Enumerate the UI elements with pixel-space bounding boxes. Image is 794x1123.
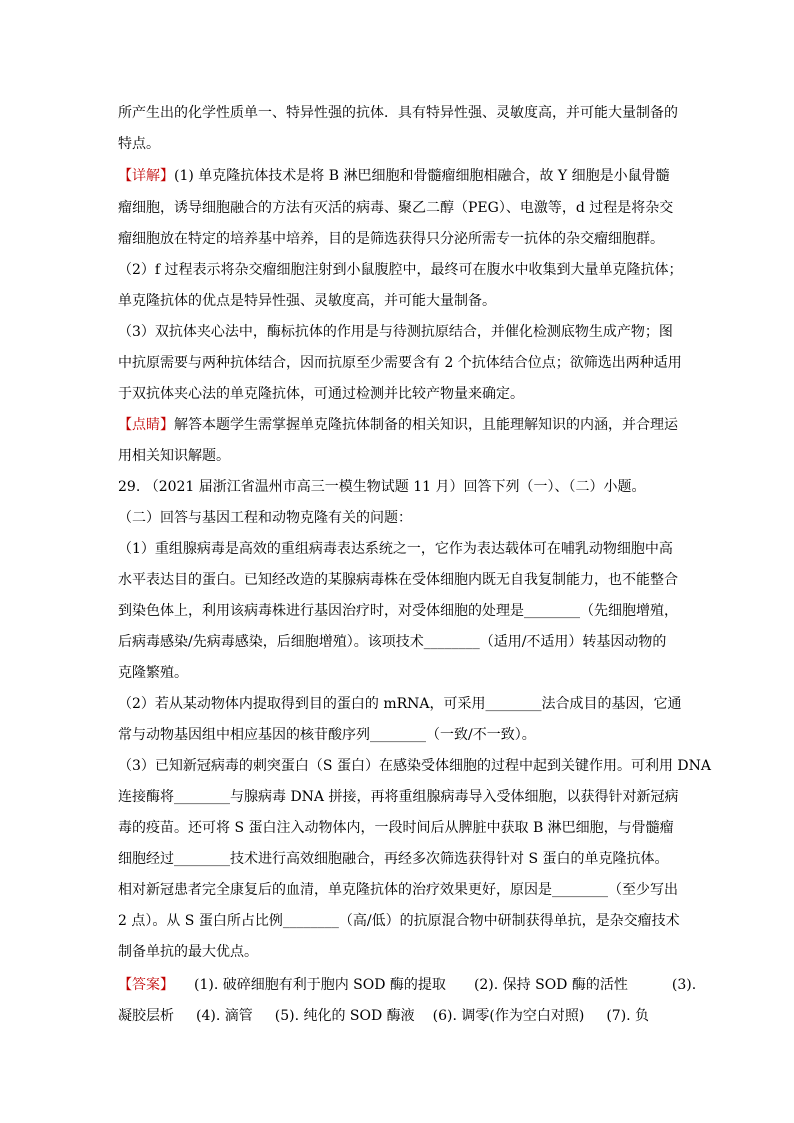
comment-tag: 【点睛】 <box>118 417 174 433</box>
question-line: 常与动物基因组中相应基因的核苷酸序列________（一致/不一致）。 <box>118 727 536 743</box>
detail-tag: 【详解】 <box>118 168 174 184</box>
detail-line: 于双抗体夹心法的单克隆抗体，可通过检测并比较产物量来确定。 <box>118 386 524 402</box>
answer-item: (2). 保持 SOD 酶的活性 <box>473 977 628 993</box>
question-line: 后病毒感染/先病毒感染，后细胞增殖）。该项技术________（适用/不适用）转基因动物的 <box>118 634 667 650</box>
question-line: 细胞经过________技术进行高效细胞融合，再经多次筛选获得针对 S 蛋白的单克隆抗体。 <box>118 851 669 867</box>
answer-item: (4). 滴管 <box>196 1008 253 1024</box>
detail-line: 瘤细胞放在特定的培养基中培养，目的是筛选获得只分泌所需专一抗体的杂交瘤细胞群。 <box>118 231 664 247</box>
detail-line: （2）f 过程表示将杂交瘤细胞注射到小鼠腹腔中，最终可在腹水中收集到大量单克隆抗体； <box>118 262 683 278</box>
detail-line: 瘤细胞，诱导细胞融合的方法有灭活的病毒、聚乙二醇（PEG）、电激等，d 过程是将杂交 <box>118 200 674 216</box>
question-line: 2 点）。从 S 蛋白所占比例________（高/低）的抗原混合物中研制获得单抗，是杂交瘤技术 <box>118 913 680 929</box>
answer-item: 凝胶层析 <box>118 1008 174 1024</box>
detail-line: 单克隆抗体的优点是特异性强、灵敏度高，并可能大量制备。 <box>118 293 496 309</box>
question-line: （3）已知新冠病毒的刺突蛋白（S 蛋白）在感染受体细胞的过程中起到关键作用。可利用 DNA <box>118 758 711 774</box>
answer-line <box>118 975 697 995</box>
question-line: 克隆繁殖。 <box>118 665 188 681</box>
comment-line: 用相关知识解题。 <box>118 448 230 464</box>
answer-item: (5). 纯化的 SOD 酶液 <box>274 1008 415 1024</box>
detail-text: (1) 单克隆抗体技术是将 B 淋巴细胞和骨髓瘤细胞相融合，故 Y 细胞是小鼠骨髓 <box>174 168 670 184</box>
answer-tag: 【答案】 <box>118 977 174 993</box>
comment-line <box>118 415 678 435</box>
question-line: 毒的疫苗。还可将 S 蛋白注入动物体内，一段时间后从脾脏中获取 B 淋巴细胞，与骨髓瘤 <box>118 820 674 836</box>
question-line: 相对新冠患者完全康复后的血清，单克隆抗体的治疗效果更好，原因是________（至少写出 <box>118 882 678 898</box>
answer-item: (6). 调零(作为空白对照) <box>432 1008 585 1024</box>
answer-item: (3). <box>671 977 697 993</box>
question-line: 到染色体上，利用该病毒株进行基因治疗时，对受体细胞的处理是________（先细胞增殖， <box>118 603 678 619</box>
analysis-line: 所产生出的化学性质单一、特异性强的抗体．具有特异性强、灵敏度高，并可能大量制备的 <box>118 105 678 121</box>
detail-line: 中抗原需要与两种抗体结合，因而抗原至少需要含有 2 个抗体结合位点；欲筛选出两种适用 <box>118 355 682 371</box>
answer-item: (1). 破碎细胞有利于胞内 SOD 酶的提取 <box>194 977 446 993</box>
question-line: 水平表达目的蛋白。已知经改造的某腺病毒株在受体细胞内既无自我复制能力，也不能整合 <box>118 572 678 588</box>
question-header: 29. （2021 届浙江省温州市高三一模生物试题 11 月）回答下列（一）、（二）小题。 <box>118 479 646 495</box>
detail-line: （3）双抗体夹心法中，酶标抗体的作用是与待测抗原结合，并催化检测底物生成产物；图 <box>118 324 673 340</box>
question-line: 连接酶将________与腺病毒 DNA 拼接，再将重组腺病毒导入受体细胞，以获得针对新冠病 <box>118 789 679 805</box>
question-line: 制备单抗的最大优点。 <box>118 944 258 960</box>
question-line: （2）若从某动物体内提取得到目的蛋白的 mRNA，可采用________法合成目的基因，它通 <box>118 696 682 712</box>
comment-text: 解答本题学生需掌握单克隆抗体制备的相关知识，且能理解知识的内涵，并合理运 <box>174 417 678 433</box>
answer-line <box>118 1006 678 1026</box>
detail-line <box>118 166 678 186</box>
answer-item: (7). 负 <box>606 1008 650 1024</box>
question-line: （1）重组腺病毒是高效的重组病毒表达系统之一，它作为表达载体可在哺乳动物细胞中高 <box>118 541 673 557</box>
question-subheader: （二）回答与基因工程和动物克隆有关的问题： <box>118 510 412 526</box>
analysis-line: 特点。 <box>118 136 160 152</box>
